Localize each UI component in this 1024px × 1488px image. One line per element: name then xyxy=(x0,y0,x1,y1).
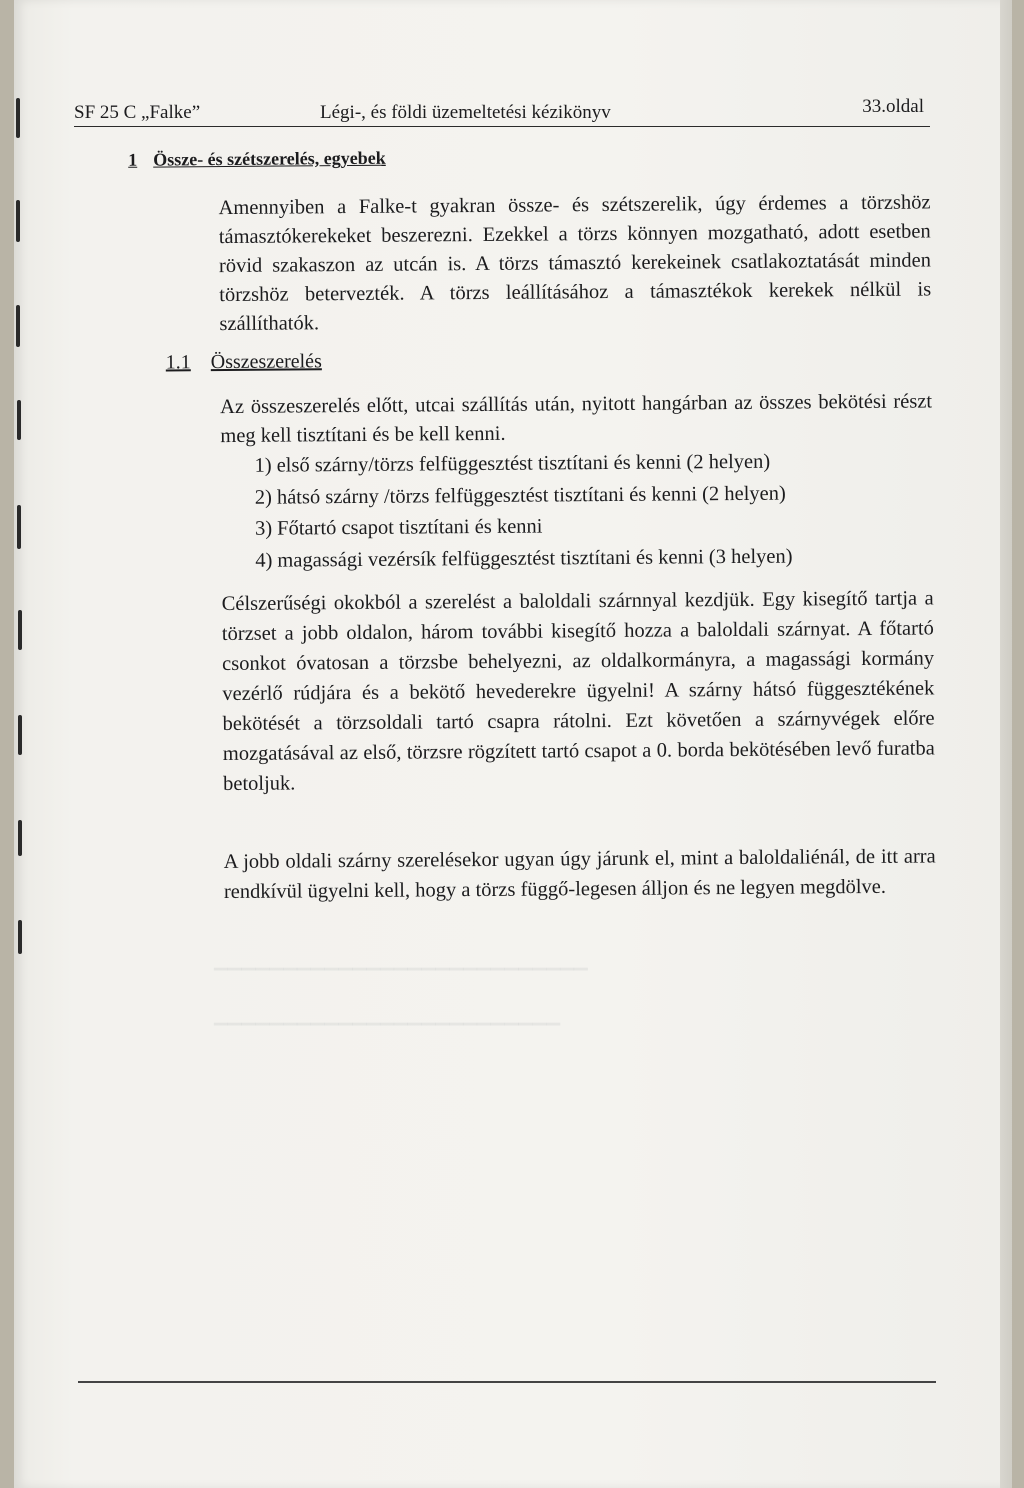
binding-mark xyxy=(17,505,21,549)
step-index: 3) xyxy=(254,517,273,540)
step-text: magassági vezérsík felfüggesztést tisztítani és kenni (3 helyen) xyxy=(277,545,793,572)
binding-mark xyxy=(18,715,22,755)
bleed-through: ▁▁▁▁▁▁▁▁▁▁▁▁▁▁▁▁▁▁▁▁▁▁▁▁▁▁▁ xyxy=(214,950,588,970)
binding-mark xyxy=(16,200,20,242)
subsection-intro-paragraph: Az összeszerelés előtt, utcai szállítás után, nyitott hangárban az összes bekötési részt meg kell tisztítani és be kell kenni. xyxy=(220,390,933,448)
binding-mark xyxy=(16,98,20,138)
list-item xyxy=(255,541,792,577)
subsection-heading xyxy=(166,350,322,374)
binding-mark xyxy=(18,820,22,856)
section-title: Össze- és szétszerelés, egyebek xyxy=(153,147,386,170)
list-item xyxy=(255,510,792,546)
step-index: 2) xyxy=(254,486,272,509)
page-header xyxy=(74,96,930,127)
section-heading xyxy=(128,148,386,171)
header-page-number: 33.oldal xyxy=(862,96,924,117)
assembly-paragraph: Célszerűségi okokból a szerelést a baloldali szárnnyal kezdjük. Egy kisegítő tartja a törzset a jobb oldalon, három további kisegítő hozza a baloldali szárnyat. A főtartó csonkot óvatosan a törzsbe behelyezni, az oldalkormányra, a magassági kormány vezérlő rúdjára és a bekötő hevederekre ügyelni! A szárny hátsó függesztékének bekötését a törzsoldali tartó csapra rátolni. Ezt követően a szárnyvégek előre mozgatásával az első, törzsre rögzített tartó csapot a 0. borda bekötésében levő furatba betoljuk. xyxy=(221,587,935,796)
bleed-through: ▁▁▁▁▁▁▁▁▁▁▁▁▁▁▁▁▁▁▁▁▁▁▁▁▁ xyxy=(214,1005,561,1025)
binding-mark xyxy=(17,400,21,440)
section-number: 1 xyxy=(128,149,138,170)
section-intro-paragraph: Amennyiben a Falke-t gyakran össze- és szétszerelik, úgy érdemes a törzshöz támasztókerekeket beszerezni. Ezekkel a törzs könnyen mozgatható, adott esetben rövid szakaszon az utcán is. A törzs támasztó kerekeinek csatlakoztatását minden törzshöz betervezték. A törzs leállításához a támasztékok kerekek nélkül is szállíthatók. xyxy=(218,191,932,336)
page-edge xyxy=(1000,0,1012,1488)
step-index: 4) xyxy=(255,549,273,572)
subsection-number: 1.1 xyxy=(165,351,191,374)
header-aircraft: SF 25 C „Falke” xyxy=(74,102,201,123)
footer-divider xyxy=(78,1381,936,1383)
step-text: első szárny/törzs felfüggesztést tisztítani és kenni (2 helyen) xyxy=(276,450,771,477)
right-wing-paragraph: A jobb oldali szárny szerelésekor ugyan úgy járunk el, mint a baloldaliénál, de itt arra rendkívül ügyelni kell, hogy a törzs függő-legesen álljon és ne legyen megdölve. xyxy=(223,845,936,904)
step-index: 1) xyxy=(254,454,272,477)
binding-mark xyxy=(18,610,22,650)
list-item xyxy=(254,447,791,483)
subsection-title: Összeszerelés xyxy=(210,350,322,374)
header-manual-title: Légi-, és földi üzemeltetési kézikönyv xyxy=(320,102,611,123)
binding-mark xyxy=(16,305,20,347)
step-text: Főtartó csapot tisztítani és kenni xyxy=(277,515,543,540)
step-list xyxy=(254,447,792,577)
binding-mark xyxy=(18,920,22,954)
list-item xyxy=(255,478,792,514)
step-text: hátsó szárny /törzs felfüggesztést tisztítani és kenni (2 helyen) xyxy=(276,482,786,509)
